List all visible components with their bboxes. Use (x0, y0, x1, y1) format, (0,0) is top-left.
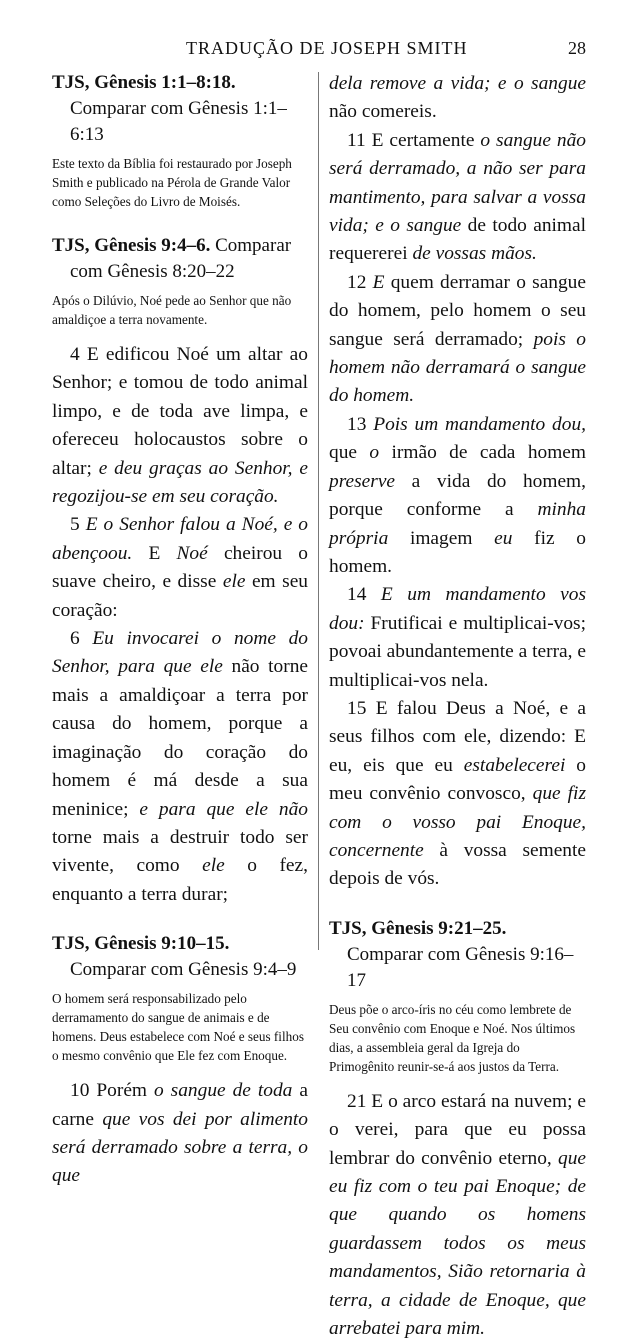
verse-13: 13 Pois um mandamento dou, que o irmão de cada homem preserve a vida do homem, porque conforme a minha própria imagem eu fiz o homem. (329, 413, 586, 577)
right-column (329, 70, 586, 1343)
page-number: 28 (568, 38, 586, 58)
section-heading (52, 70, 308, 148)
verse-10-start: 10 Porém o sangue de toda a carne que vos dei por alimento será derramado sobre a terra, o que (52, 1080, 308, 1187)
section-reference: TJS, Gênesis 9:10–15. (52, 933, 230, 955)
verse-10-end: dela remove a vida; e o sangue não comereis. (329, 73, 586, 123)
verse-5: 5 E o Senhor falou a Noé, e o abençoou. E Noé cheirou o suave cheiro, e disse ele em seu coração: (52, 514, 308, 621)
left-column (52, 70, 308, 1191)
verse-11: 11 E certamente o sangue não será derramado, a não ser para mantimento, para salvar a vossa vida; e o sangue de todo animal requererei de vossas mãos. (329, 129, 586, 265)
section-summary: Este texto da Bíblia foi restaurado por Joseph Smith e publicado na Pérola de Grande Valor como Seleções do Livro de Moisés. (52, 156, 292, 209)
section-reference: TJS, Gênesis 9:21–25. (329, 917, 507, 939)
section-compare: Comparar com Gênesis 9:16–17 (347, 943, 574, 991)
verse-6: 6 Eu invocarei o nome do Senhor, para que ele não torne mais a amaldiçoar a terra por causa do homem, porque a imaginação do coração do homem é má desde a sua meninice; e para que ele não torne mais a destruir todo ser vivente, como ele o fez, enquanto a terra durar; (52, 628, 309, 905)
section-summary: Após o Dilúvio, Noé pede ao Senhor que não amaldiçoe a terra novamente. (52, 293, 292, 327)
section-heading (52, 931, 308, 983)
verse-14: 14 E um mandamento vos dou: Frutificai e multiplicai-vos; povoai abundantemente a terra, e multiplicai-vos nela. (329, 584, 586, 691)
section-compare: Comparar com Gênesis 8:20–22 (70, 235, 292, 282)
section-reference: TJS, Gênesis 1:1–8:18. (52, 72, 236, 93)
verse-15: 15 E falou Deus a Noé, e a seus filhos com ele, dizendo: E eu, eis que eu estabelecerei o meu convênio convosco, que fiz com o vosso pai Enoque, concernente à vossa semente depois de vós. (329, 697, 586, 890)
section-heading (329, 916, 586, 994)
section-reference: TJS, Gênesis 9:4–6. (52, 235, 211, 256)
section-compare: Comparar com Gênesis 1:1–6:13 (70, 98, 287, 145)
running-title: TRADUÇÃO DE JOSEPH SMITH (186, 38, 468, 58)
column-divider (318, 72, 319, 950)
section-summary: Deus põe o arco-íris no céu como lembrete de Seu convênio com Enoque e Noé. Nos últimos dias, a assembleia geral da Igreja do Primogênito reunir-se-á aos justos da Terra. (329, 1001, 576, 1074)
verse-4: 4 E edificou Noé um altar ao Senhor; e tomou de todo animal limpo, e de toda ave limpa, e ofereceu holocaustos sobre o altar; e deu graças ao Senhor, e regozijou-se em seu coração. (52, 344, 308, 508)
verse-21: 21 E o arco estará na nuvem; e o verei, para que eu possa lembrar do convênio eterno, que eu fiz com o teu pai Enoque; de que quando os homens guardassem todos os meus mandamentos, Sião retornaria à terra, a cidade de Enoque, que arrebatei para mim. (329, 1090, 586, 1340)
verse-12: 12 E quem derramar o sangue do homem, pelo homem o seu sangue será derramado; pois o homem não derramará o sangue do homem. (329, 271, 586, 407)
section-compare: Comparar com Gênesis 9:4–9 (70, 959, 297, 981)
section-heading (52, 233, 308, 285)
section-summary: O homem será responsabilizado pelo derramamento do sangue de animais e de homens. Deus estabelece com Noé e seus filhos o mesmo convênio que Ele fez com Enoque. (52, 991, 304, 1064)
page-header (0, 38, 638, 62)
